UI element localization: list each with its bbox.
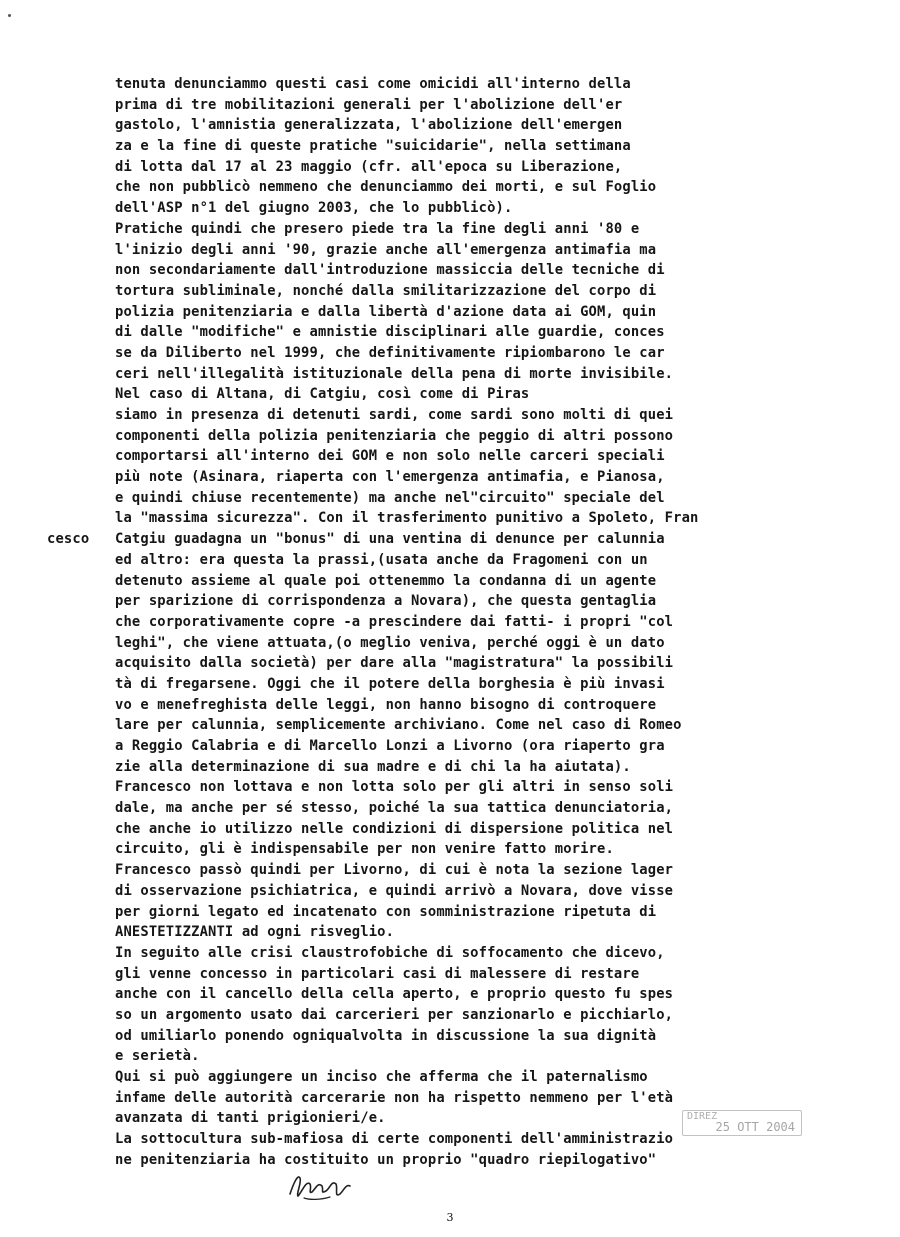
text-line: leghi", che viene attuata,(o meglio veniva, perché oggi è un dato	[115, 634, 665, 651]
text-line: infame delle autorità carcerarie non ha rispetto nemmeno per l'età	[115, 1089, 674, 1106]
text-line: so un argomento usato dai carcerieri per sanzionarlo e picchiarlo,	[115, 1006, 674, 1023]
text-line: od umiliarlo ponendo ogniqualvolta in discussione la sua dignità	[115, 1027, 657, 1044]
text-line: Nel caso di Altana, di Catgiu, così come di Piras	[115, 386, 530, 403]
text-line: acquisito dalla società) per dare alla "magistratura" la possibili	[115, 655, 674, 672]
received-stamp	[682, 1110, 802, 1136]
text-line: e quindi chiuse recentemente) ma anche nel"circuito" speciale del	[115, 489, 665, 506]
text-line: più note (Asinara, riaperta con l'emergenza antimafia, e Pianosa,	[115, 469, 665, 486]
text-line: per giorni legato ed incatenato con somministrazione ripetuta di	[115, 903, 657, 920]
text-line: a Reggio Calabria e di Marcello Lonzi a Livorno (ora riaperto gra	[115, 738, 665, 754]
scan-speck	[8, 14, 11, 17]
text-line: che corporativamente copre -a prescindere dai fatti- i propri "col	[115, 613, 674, 630]
text-line: se da Diliberto nel 1999, che definitivamente ripiombarono le car	[115, 344, 665, 361]
text-line: di osservazione psichiatrica, e quindi arrivò a Novara, dove visse	[115, 882, 674, 899]
text-line: lare per calunnia, semplicemente archiviano. Come nel caso di Romeo	[115, 717, 682, 734]
text-line: ed altro: era questa la prassi,(usata anche da Fragomeni con un	[115, 551, 648, 568]
text-line: tortura subliminale, nonché dalla smilitarizzazione del corpo di	[115, 282, 657, 299]
text-line: per sparizione di corrispondenza a Novara), che questa gentaglia	[115, 593, 657, 610]
text-line: detenuto assieme al quale poi ottenemmo la condanna di un agente	[115, 572, 657, 589]
text-line: vo e menefreghista delle leggi, non hanno bisogno di controquere	[115, 696, 657, 713]
text-line: Pratiche quindi che presero piede tra la fine degli anni '80 e	[115, 220, 640, 237]
text-line: ne penitenziaria ha costituito un proprio "quadro riepilogativo"	[115, 1151, 657, 1168]
text-line: che non pubblicò nemmeno che denunciammo dei morti, e sul Foglio	[115, 179, 657, 196]
text-line: La sottocultura sub-mafiosa di certe componenti dell'amministrazio	[115, 1131, 674, 1148]
text-line: di lotta dal 17 al 23 maggio (cfr. all'epoca su Liberazione,	[115, 158, 623, 175]
text-line: dale, ma anche per sé stesso, poiché la sua tattica denunciatoria,	[115, 800, 674, 817]
handwritten-signature	[286, 1164, 356, 1204]
text-line: anche con il cancello della cella aperto, e proprio questo fu spes	[115, 986, 674, 1003]
text-line: che anche io utilizzo nelle condizioni di dispersione politica nel	[115, 820, 674, 837]
stamp-date: 25 OTT 2004	[715, 1120, 795, 1134]
text-line: zie alla determinazione di sua madre e di chi la ha aiutata).	[115, 758, 631, 775]
text-line: dell'ASP n°1 del giugno 2003, che lo pubblicò).	[115, 200, 513, 217]
text-line: tà di fregarsene. Oggi che il potere della borghesia è più invasi	[115, 675, 665, 692]
text-line: polizia penitenziaria e dalla libertà d'azione data ai GOM, quin	[115, 303, 657, 320]
text-line: avanzata di tanti prigionieri/e.	[115, 1110, 386, 1127]
typewritten-text	[47, 74, 845, 1170]
text-line: ceri nell'illegalità istituzionale della pena di morte invisibile.	[115, 365, 674, 382]
text-line: non secondariamente dall'introduzione massiccia delle tecniche di	[115, 262, 665, 279]
text-line: siamo in presenza di detenuti sardi, come sardi sono molti di quei	[115, 407, 674, 423]
text-line: Qui si può aggiungere un inciso che afferma che il paternalismo	[115, 1069, 648, 1085]
text-line: ANESTETIZZANTI ad ogni risveglio.	[115, 924, 395, 941]
margin-word: cesco	[47, 531, 90, 548]
text-line: Francesco non lottava e non lotta solo per gli altri in senso soli	[115, 779, 674, 796]
text-line: tenuta denunciammo questi casi come omicidi all'interno della	[115, 76, 631, 92]
text-line: prima di tre mobilitazioni generali per l'abolizione dell'er	[115, 96, 623, 113]
text-line: circuito, gli è indispensabile per non venire fatto morire.	[115, 841, 614, 858]
text-line: In seguito alle crisi claustrofobiche di soffocamento che dicevo,	[115, 944, 665, 961]
text-line: componenti della polizia penitenziaria che peggio di altri possono	[115, 427, 674, 444]
text-line: za e la fine di queste pratiche "suicidarie", nella settimana	[115, 138, 631, 155]
text-line: di dalle "modifiche" e amnistie disciplinari alle guardie, conces	[115, 324, 665, 341]
text-line: l'inizio degli anni '90, grazie anche all'emergenza antimafia ma	[115, 241, 657, 258]
text-line: comportarsi all'interno dei GOM e non solo nelle carceri speciali	[115, 448, 665, 465]
text-line: Catgiu guadagna un "bonus" di una ventina di denunce per calunnia cesco	[115, 529, 845, 550]
text-line: la "massima sicurezza". Con il trasferimento punitivo a Spoleto, Fran	[115, 510, 699, 527]
stamp-label: DIREZ	[687, 1111, 718, 1122]
text-line: gli venne concesso in particolari casi di malessere di restare	[115, 965, 640, 982]
text-line: gastolo, l'amnistia generalizzata, l'abolizione dell'emergen	[115, 117, 623, 134]
text-line: Francesco passò quindi per Livorno, di cui è nota la sezione lager	[115, 862, 674, 879]
page-number: 3	[446, 1211, 454, 1224]
text-line: e serietà.	[115, 1048, 200, 1065]
